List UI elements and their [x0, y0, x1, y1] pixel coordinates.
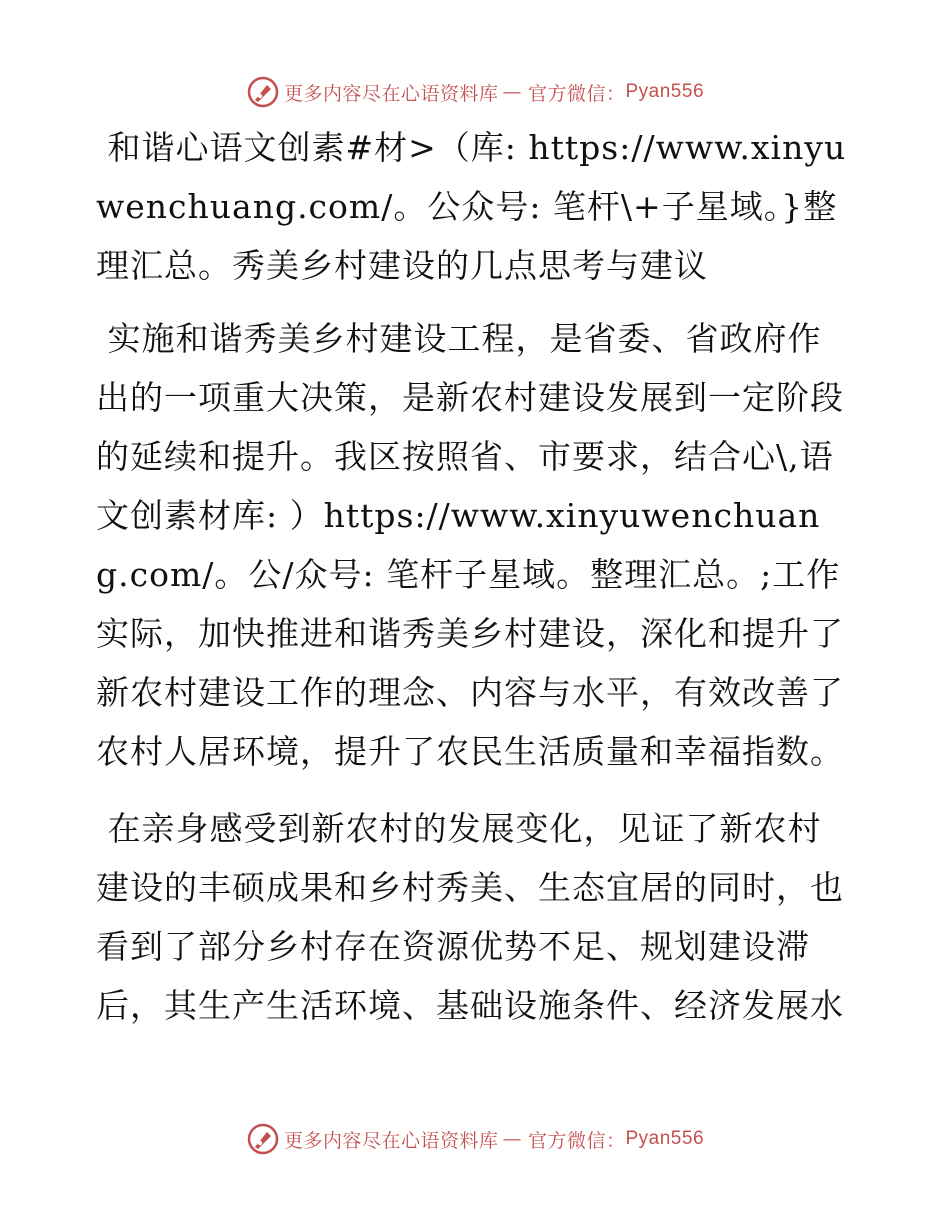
pen-nib-logo-icon: [246, 75, 280, 109]
paragraph-title: 和谐心语文创素#材>（库: https://www.xinyuwenchuang.com/。公众号: 笔杆\+子星域。}整理汇总。秀美乡村建设的几点思考与建议: [96, 128, 847, 285]
watermark-separator: —: [502, 1128, 522, 1150]
watermark-header: [0, 72, 950, 112]
paragraph: 实施和谐秀美乡村建设工程，是省委、省政府作出的一项重大决策，是新农村建设发展到一定阶段的延续和提升。我区按照省、市要求，结合心\,语文创素材库: ）https://www.xinyuwenchuang.com/。公/众号: 笔杆子星域。整理汇总。;工作实际，加快推进和谐秀美乡村建设，深化和提升了新农村建设工作的理念、内容与水平，有效改善了农村人居环境，提升了农民生活质量和幸福指数。: [96, 319, 844, 771]
watermark-label: 官方微信：: [527, 82, 626, 105]
watermark-text: 更多内容尽在心语资料库: [283, 82, 499, 105]
watermark-separator: —: [502, 81, 522, 103]
watermark-text: 更多内容尽在心语资料库: [283, 1129, 499, 1152]
watermark-handle: Pyan556: [625, 81, 705, 102]
document-body: [96, 118, 851, 1053]
paragraph: 在亲身感受到新农村的发展变化，见证了新农村建设的丰硕成果和乡村秀美、生态宜居的同时，也看到了部分乡村存在资源优势不足、规划建设滞后，其生产生活环境、基础设施条件、经济发展水: [96, 809, 844, 1025]
watermark-label: 官方微信：: [527, 1129, 626, 1152]
pen-nib-logo-icon: [246, 1122, 280, 1156]
watermark-handle: Pyan556: [625, 1128, 705, 1149]
watermark-footer: [0, 1119, 950, 1159]
